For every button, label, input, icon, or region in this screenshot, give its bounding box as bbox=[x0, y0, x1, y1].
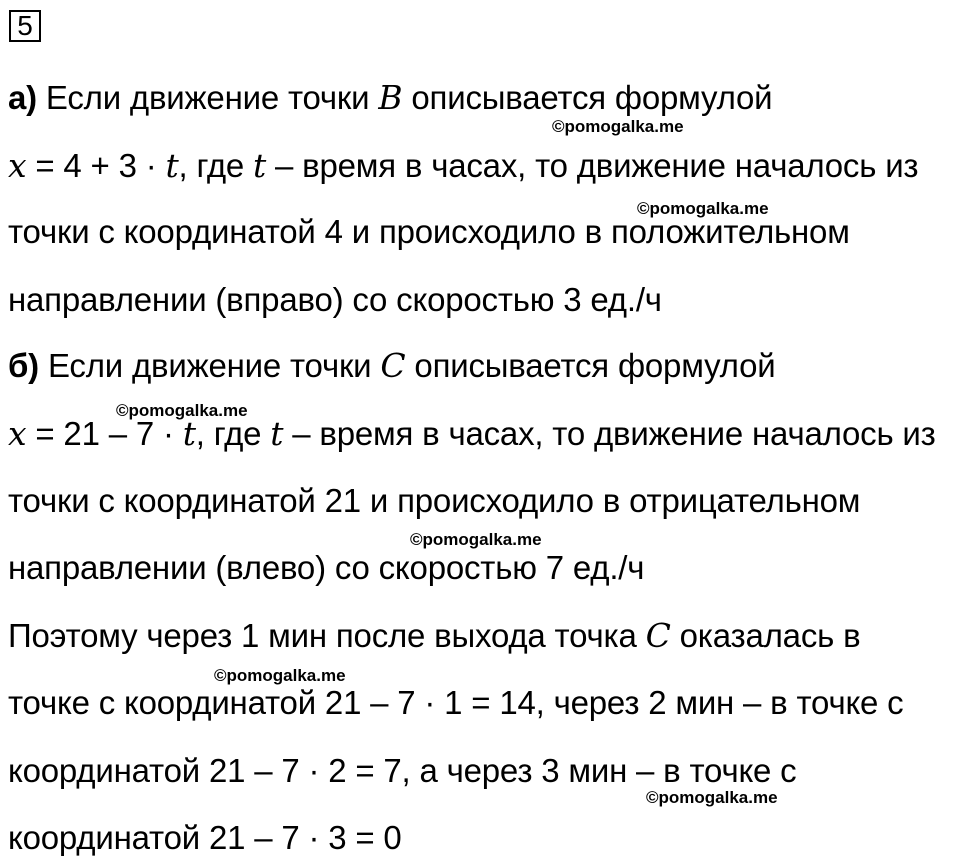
point-c: C bbox=[380, 346, 406, 385]
watermark: ©pomogalka.me bbox=[552, 117, 684, 136]
task-number: 5 bbox=[9, 10, 41, 42]
part-b-line-2: x = 21 – 7 · t, где t – время в часах, то движение началось из bbox=[8, 414, 936, 453]
part-a-line-3: точки с координатой 4 и происходило в положительном bbox=[8, 213, 850, 250]
conclusion-line-4: координатой 21 – 7 · 3 = 0 bbox=[8, 819, 402, 856]
conclusion-line-1: Поэтому через 1 мин после выхода точка C оказалась в bbox=[8, 616, 861, 655]
part-b-line-3: точки с координатой 21 и происходило в отрицательном bbox=[8, 482, 861, 519]
point-b: B bbox=[378, 78, 403, 117]
watermark: ©pomogalka.me bbox=[410, 530, 542, 549]
conclusion-line-2: точке с координатой 21 – 7 · 1 = 14, через 2 мин – в точке с bbox=[8, 684, 904, 721]
part-a-line-4: направлении (вправо) со скоростью 3 ед./ч bbox=[8, 281, 662, 318]
part-a-line-1: а) Если движение точки B описывается формулой bbox=[8, 78, 773, 117]
watermark: ©pomogalka.me bbox=[646, 788, 778, 807]
part-b-line-4: направлении (влево) со скоростью 7 ед./ч bbox=[8, 549, 645, 586]
part-b-label: б) bbox=[8, 347, 39, 384]
watermark: ©pomogalka.me bbox=[637, 199, 769, 218]
point-c-ref: C bbox=[645, 616, 671, 655]
part-a-label: а) bbox=[8, 79, 37, 116]
watermark: ©pomogalka.me bbox=[116, 401, 248, 420]
part-b-line-1: б) Если движение точки C описывается формулой bbox=[8, 346, 776, 385]
part-a-line-2: x = 4 + 3 · t, где t – время в часах, то движение началось из bbox=[8, 146, 919, 185]
watermark: ©pomogalka.me bbox=[214, 666, 346, 685]
conclusion-line-3: координатой 21 – 7 · 2 = 7, а через 3 мин – в точке с bbox=[8, 752, 797, 789]
